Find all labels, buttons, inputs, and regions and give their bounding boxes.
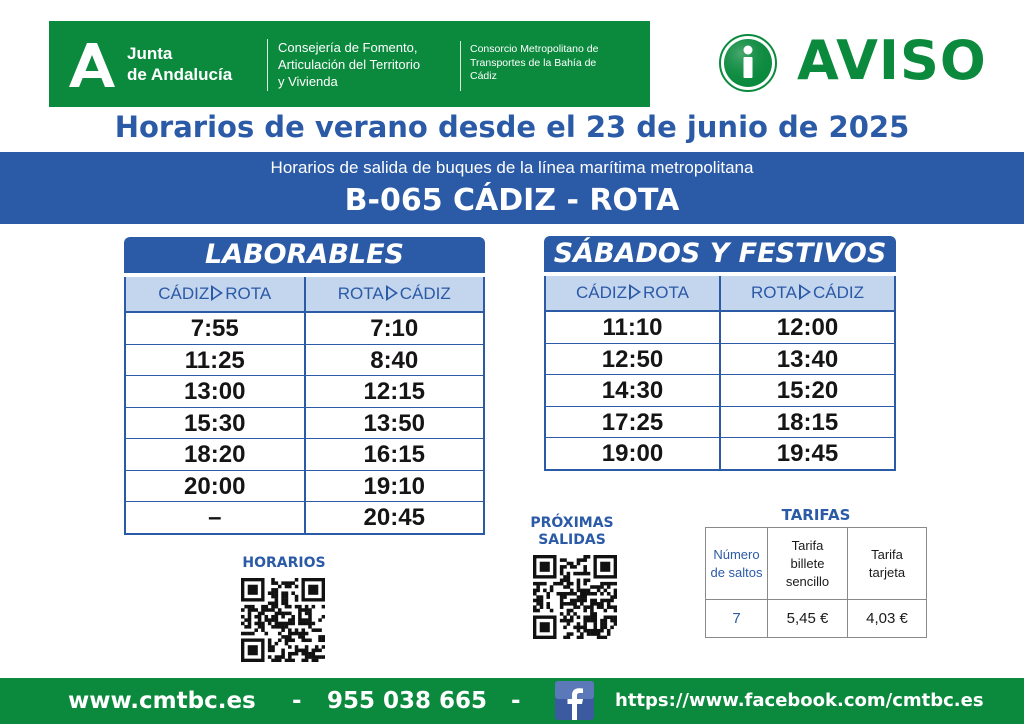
website-link[interactable]: www.cmtbc.es: [68, 688, 256, 714]
consejeria-text: [278, 39, 420, 90]
time-cell: 11:10: [602, 314, 663, 341]
qr-proximas-line1: PRÓXIMAS: [530, 515, 614, 531]
phone-number[interactable]: 955 038 665: [327, 688, 488, 714]
col-origin: ROTA: [337, 284, 384, 303]
time-cell: 17:25: [601, 408, 664, 436]
table-row: [126, 438, 483, 470]
arrow-right-icon: [629, 284, 641, 300]
time-cell: 8:40: [304, 345, 484, 376]
time-cell: 12:15: [304, 376, 484, 407]
time-cell: 7:10: [304, 313, 484, 344]
arrow-right-icon: [386, 285, 398, 301]
aviso-label: AVISO: [797, 29, 987, 92]
tarifas-tarjeta-value: 4,03 €: [866, 609, 908, 627]
time-cell: 13:00: [184, 378, 246, 405]
time-cell: 13:40: [719, 344, 894, 375]
time-cell: 15:30: [184, 409, 246, 437]
tarifas-table: [705, 527, 927, 638]
col-origin: ROTA: [751, 283, 797, 302]
tarifas-header-billete: Tarifa billete sencillo: [768, 528, 848, 600]
time-cell: 19:00: [601, 440, 664, 467]
consorcio-text: [470, 43, 598, 84]
table-header: [126, 277, 483, 313]
col-rota-cadiz: [719, 276, 894, 310]
info-icon: [719, 34, 777, 92]
laborables-title: LABORABLES: [124, 237, 485, 273]
divider: [267, 39, 268, 91]
time-cell: 18:15: [719, 407, 894, 438]
festivos-schedule: [544, 236, 896, 471]
tarifas-title: TARIFAS: [781, 506, 851, 524]
tarifas-billete-value: 5,45 €: [768, 600, 848, 637]
table-row: [126, 344, 483, 376]
festivos-title: SÁBADOS Y FESTIVOS: [544, 236, 896, 272]
junta-name: [127, 43, 232, 85]
qr-proximas-line2: SALIDAS: [538, 532, 606, 548]
table-row: [126, 470, 483, 502]
separator: -: [511, 688, 521, 714]
junta-andalucia-logo-icon: [67, 39, 117, 89]
col-destination: CÁDIZ: [399, 284, 451, 303]
consejeria-line2: Articulación del Territorio: [278, 57, 421, 72]
junta-name-line1: Junta: [127, 44, 173, 63]
junta-name-line2: de Andalucía: [127, 65, 233, 84]
table-row: [126, 375, 483, 407]
festivos-table: [544, 276, 896, 471]
col-cadiz-rota: [546, 276, 719, 310]
consorcio-line1: Consorcio Metropolitano de: [470, 43, 599, 55]
page-subtitle: Horarios de verano desde el 23 de junio de 2025: [114, 110, 910, 144]
table-row: [126, 407, 483, 439]
facebook-link[interactable]: https://www.facebook.com/cmtbc.es: [615, 690, 984, 711]
table-row: [546, 406, 894, 438]
junta-header: [49, 21, 650, 107]
arrow-right-icon: [211, 285, 223, 301]
time-cell: 14:30: [601, 377, 664, 404]
col-rota-cadiz: [304, 277, 484, 311]
tarifas-saltos-value: 7: [706, 600, 768, 637]
col-destination: ROTA: [225, 284, 272, 303]
time-cell: 18:20: [184, 441, 246, 468]
time-cell: 20:00: [184, 472, 246, 500]
time-cell: 12:00: [719, 312, 894, 343]
table-row: [546, 374, 894, 406]
time-cell: 20:45: [304, 502, 484, 533]
line-title: B-065 CÁDIZ - ROTA: [344, 183, 680, 218]
time-cell: –: [208, 504, 222, 531]
laborables-table: [124, 277, 485, 535]
separator: -: [292, 688, 302, 714]
tarifas-header-tarjeta: Tarifa tarjeta: [848, 528, 926, 600]
tarifas-header-saltos: Número de saltos: [706, 528, 768, 600]
col-cadiz-rota: [126, 277, 304, 311]
time-cell: 15:20: [719, 375, 894, 406]
qr-proximas-label: [512, 515, 632, 549]
qr-code-horarios-icon[interactable]: [241, 578, 325, 662]
time-cell: 16:15: [304, 439, 484, 470]
table-row: [546, 343, 894, 375]
col-origin: CÁDIZ: [576, 283, 628, 302]
qr-code-proximas-salidas-icon[interactable]: [533, 555, 617, 639]
line-band: [0, 152, 1024, 224]
time-cell: 19:10: [304, 471, 484, 502]
time-cell: 13:50: [304, 408, 484, 439]
table-row: [546, 312, 894, 343]
consejeria-line1: Consejería de Fomento,: [278, 40, 418, 55]
time-cell: 19:45: [719, 438, 894, 469]
table-header: [546, 276, 894, 312]
consorcio-line2: Transportes de la Bahía de: [470, 56, 597, 69]
col-origin: CÁDIZ: [158, 284, 210, 303]
table-row: [126, 313, 483, 344]
divider: [460, 41, 461, 91]
laborables-schedule: [124, 237, 485, 535]
consorcio-line3: Cádiz: [470, 70, 497, 82]
time-cell: 12:50: [601, 345, 664, 373]
line-description: Horarios de salida de buques de la línea marítima metropolitana: [270, 158, 754, 177]
table-row: [126, 501, 483, 533]
table-row: [546, 437, 894, 469]
arrow-right-icon: [799, 284, 811, 300]
consejeria-line3: y Vivienda: [278, 74, 338, 89]
time-cell: 7:55: [190, 315, 239, 342]
time-cell: 11:25: [184, 346, 245, 374]
facebook-icon[interactable]: [555, 681, 594, 720]
col-destination: ROTA: [643, 283, 689, 302]
footer: [0, 678, 1024, 724]
col-destination: CÁDIZ: [812, 283, 864, 302]
qr-horarios-label: HORARIOS: [242, 555, 326, 571]
